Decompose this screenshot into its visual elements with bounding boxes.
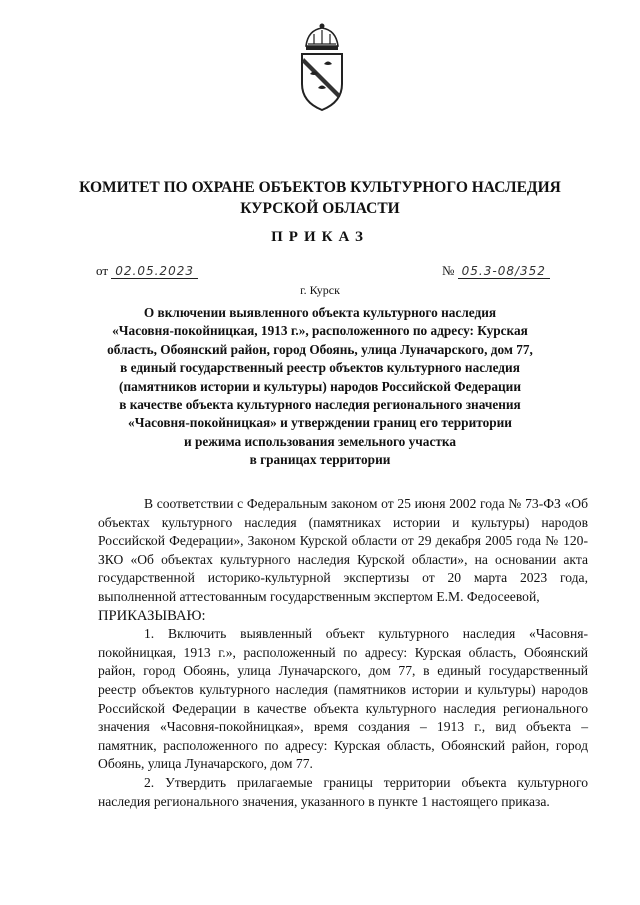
organization-title-line1: КОМИТЕТ ПО ОХРАНЕ ОБЪЕКТОВ КУЛЬТУРНОГО НАСЛЕДИЯ — [79, 179, 561, 196]
order-item-2: 2. Утвердить прилагаемые границы территории объекта культурного наследия регионального значения, указанного в пункте 1 настоящего приказа. — [98, 774, 588, 809]
order-body — [98, 495, 588, 811]
number-prefix: № — [442, 263, 455, 278]
subject-line: в качестве объекта культурного наследия регионального значения — [119, 397, 521, 413]
subject-line: в единый государственный реестр объектов культурного наследия — [120, 360, 520, 376]
city-line: г. Курск — [300, 283, 340, 297]
subject-line: «Часовня-покойницкая» и утверждении границ его территории — [128, 415, 512, 431]
subject-line: в границах территории — [249, 452, 391, 468]
preamble-paragraph: В соответствии с Федеральным законом от 25 июня 2002 года № 73-ФЗ «Об объектах культурного наследия (памятниках истории и культуры) народов Российской Федерации», Законом Курской области от 29 декабря 2005 года № 120-ЗКО «Об объектах культурного наследия Курской области», на основании акта государственной историко-культурной экспертизы от 20 марта 2023 года, выполненной аттестованным государственным экспертом Е.М. Федосеевой, — [98, 496, 588, 604]
organization-title-line2: КУРСКОЙ ОБЛАСТИ — [240, 200, 400, 217]
organization-title — [60, 177, 580, 219]
date-prefix: от — [96, 263, 109, 278]
order-item-1: 1. Включить выявленный объект культурного наследия «Часовня-покойницкая, 1913 г.», расположенный по адресу: Курская область, Обоянский район, город Обоянь, улица Луначарского, дом 77, в единый государственный реестр объектов культурного наследия (памятников истории и культуры) народов Российской Федерации в качестве объекта культурного наследия регионального значения «Часовня-покойницкая», время создания – 1913 г., вид объекта – памятник, расположенного по адресу: Курская область, Обоянский район, город Обоянь, улица Луначарского, дом 77. — [98, 626, 588, 772]
handwritten-date: 02.05.2023 — [111, 264, 198, 279]
order-subject — [70, 304, 570, 470]
subject-line: область, Обоянский район, город Обоянь, улица Луначарского, дом 77, — [107, 341, 533, 357]
subject-line: и режима использования земельного участка — [184, 433, 456, 449]
document-type-heading: ПРИКАЗ — [271, 229, 369, 245]
document-number — [442, 263, 550, 279]
handwritten-number: 05.3-08/352 — [458, 264, 550, 279]
subject-line: «Часовня-покойницкая, 1913 г.», расположенного по адресу: Курская — [112, 323, 528, 339]
kursk-coat-of-arms-emblem — [294, 22, 350, 112]
subject-line: О включении выявленного объекта культурного наследия — [143, 305, 497, 320]
subject-line: (памятников истории и культуры) народов Российской Федерации — [119, 378, 521, 394]
order-word: ПРИКАЗЫВАЮ: — [98, 607, 206, 624]
document-date — [96, 263, 198, 279]
